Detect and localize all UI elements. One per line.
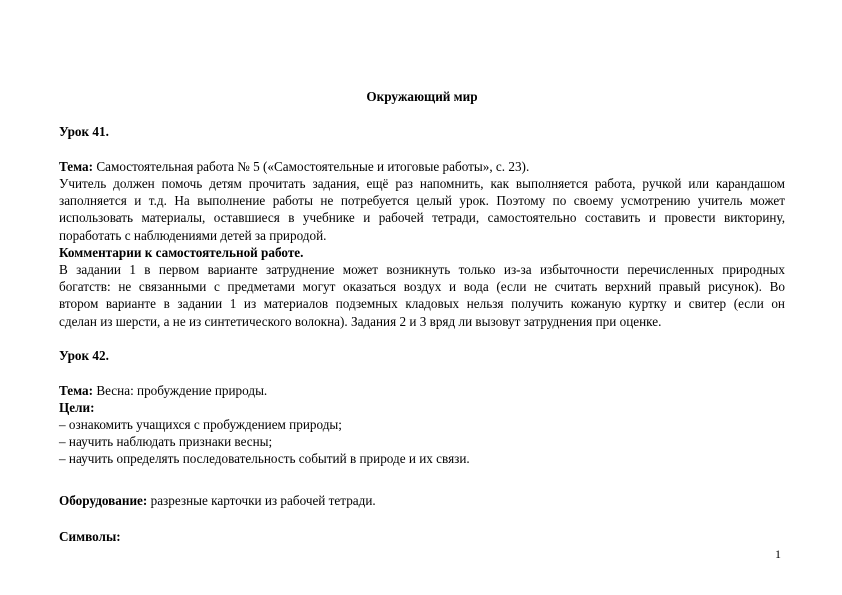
goal-item: – ознакомить учащихся с пробуждением природы; <box>59 417 342 432</box>
lesson-41-paragraph-1 <box>59 175 785 244</box>
comment-heading: Комментарии к самостоятельной работе. <box>59 245 304 260</box>
paragraph-line: сделан из шерсти, а не из синтетического волокна). Задания 2 и 3 вряд ли вызовут затруднения при оценке. <box>59 313 662 329</box>
equipment-text: разрезные карточки из рабочей тетради. <box>147 493 376 508</box>
document-page <box>59 0 785 595</box>
topic-text: Весна: пробуждение природы. <box>93 383 268 398</box>
paragraph-line: втором варианте в задании 1 из материалов подземных кладовых нельзя получить кожаную куртку и свитер (если он <box>59 296 785 312</box>
equipment-line <box>59 492 785 509</box>
symbols-label: Символы: <box>59 529 121 544</box>
paragraph-line: Учитель должен помочь детям прочитать задания, ещё раз напомнить, как выполняется работа, ручкой или карандашом <box>59 176 785 191</box>
lesson-41-topic <box>59 158 785 175</box>
page-number: 1 <box>775 547 781 561</box>
paragraph-line: В задании 1 в первом варианте затруднение может возникнуть только из-за избыточности перечисленных природных <box>59 262 785 277</box>
page-title: Окружающий мир <box>366 89 478 104</box>
goal-item: – научить определять последовательность событий в природе и их связи. <box>59 451 470 467</box>
lesson-42-heading: Урок 42. <box>59 348 109 363</box>
goals-list <box>59 416 785 468</box>
goals-label: Цели: <box>59 400 95 415</box>
topic-text: Самостоятельная работа № 5 («Самостоятельные и итоговые работы», с. 23). <box>93 159 530 174</box>
goal-item: – научить наблюдать признаки весны; <box>59 434 273 450</box>
paragraph-line: заполняется и т.д. На выполнение работы не потребуется целый урок. Поэтому по своему усмотрению учитель может <box>59 193 785 209</box>
paragraph-line: поработать с наблюдениями детей за природой. <box>59 227 327 243</box>
topic-label: Тема: <box>59 159 94 174</box>
topic-label: Тема: <box>59 383 94 398</box>
paragraph-line: богатств: не связанными с предметами могут оказаться воздух и вода (если не считать верхний правый рисунок). Во <box>59 279 785 295</box>
lesson-41-heading: Урок 41. <box>59 124 109 139</box>
lesson-42-topic <box>59 382 785 399</box>
lesson-41-paragraph-2 <box>59 261 785 330</box>
equipment-label: Оборудование: <box>59 493 148 508</box>
paragraph-line: использовать материалы, оставшиеся в учебнике и рабочей тетради, самостоятельно составить и провести викторину, <box>59 210 785 226</box>
